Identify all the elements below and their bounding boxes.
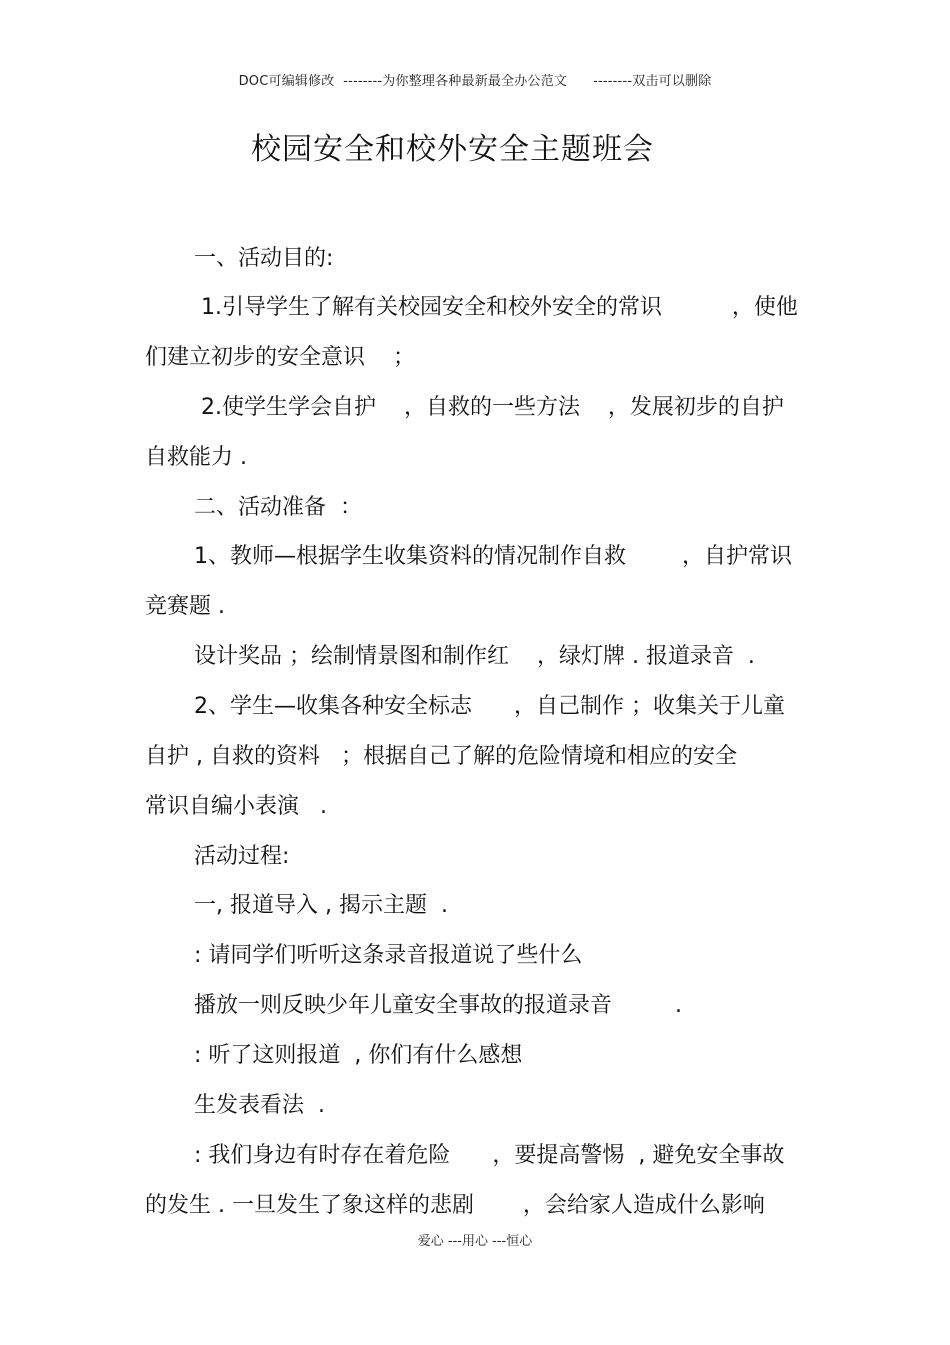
header-note: DOC可编辑修改 --------为你整理各种最新最全办公范文 --------双击可以删除: [238, 74, 712, 89]
footer-note: 爱心 ---用心 ---恒心: [417, 1234, 533, 1249]
section-heading-purpose: 一、活动目的:: [194, 246, 334, 271]
paragraph-line: 生发表看法 .: [194, 1093, 325, 1118]
paragraph-line: 自护 , 自救的资料 ；根据自己了解的危险情境和相应的安全: [145, 744, 737, 769]
paragraph-line: : 我们身边有时存在着危险 ，要提高警惕 , 避免安全事故: [194, 1143, 785, 1168]
paragraph-line: 1、教师—根据学生收集资料的情况制作自救 ，自护常识: [194, 544, 792, 569]
paragraph-line: 2.使学生学会自护 ，自救的一些方法 ，发展初步的自护: [194, 395, 784, 420]
paragraph-line: 自救能力 .: [145, 445, 247, 470]
paragraph-line: 2、学生—收集各种安全标志 ，自己制作 ；收集关于儿童: [194, 694, 785, 719]
section-heading-process: 活动过程:: [194, 844, 290, 869]
paragraph-line: 常识自编小表演 .: [145, 794, 327, 819]
section-heading-preparation: 二、活动准备 ：: [194, 495, 362, 520]
paragraph-line: 设计奖品 ；绘制情景图和制作红 ，绿灯牌 . 报道录音 .: [194, 644, 755, 669]
paragraph-line: : 听了这则报道 , 你们有什么感想: [194, 1043, 523, 1068]
paragraph-line: 1.引导学生了解有关校园安全和校外安全的常识 ，使他: [194, 295, 798, 320]
paragraph-line: 的发生 . 一旦发生了象这样的悲剧 ，会给家人造成什么影响: [145, 1193, 765, 1218]
paragraph-line: : 请同学们听听这条录音报道说了些什么: [194, 943, 583, 968]
paragraph-line: 播放一则反映少年儿童安全事故的报道录音 .: [194, 993, 682, 1018]
document-title: 校园安全和校外安全主题班会: [251, 132, 654, 167]
paragraph-line: 一, 报道导入 , 揭示主题 .: [194, 893, 448, 918]
paragraph-line: 们建立初步的安全意识 ；: [145, 345, 415, 370]
paragraph-line: 竞赛题 .: [145, 594, 225, 619]
